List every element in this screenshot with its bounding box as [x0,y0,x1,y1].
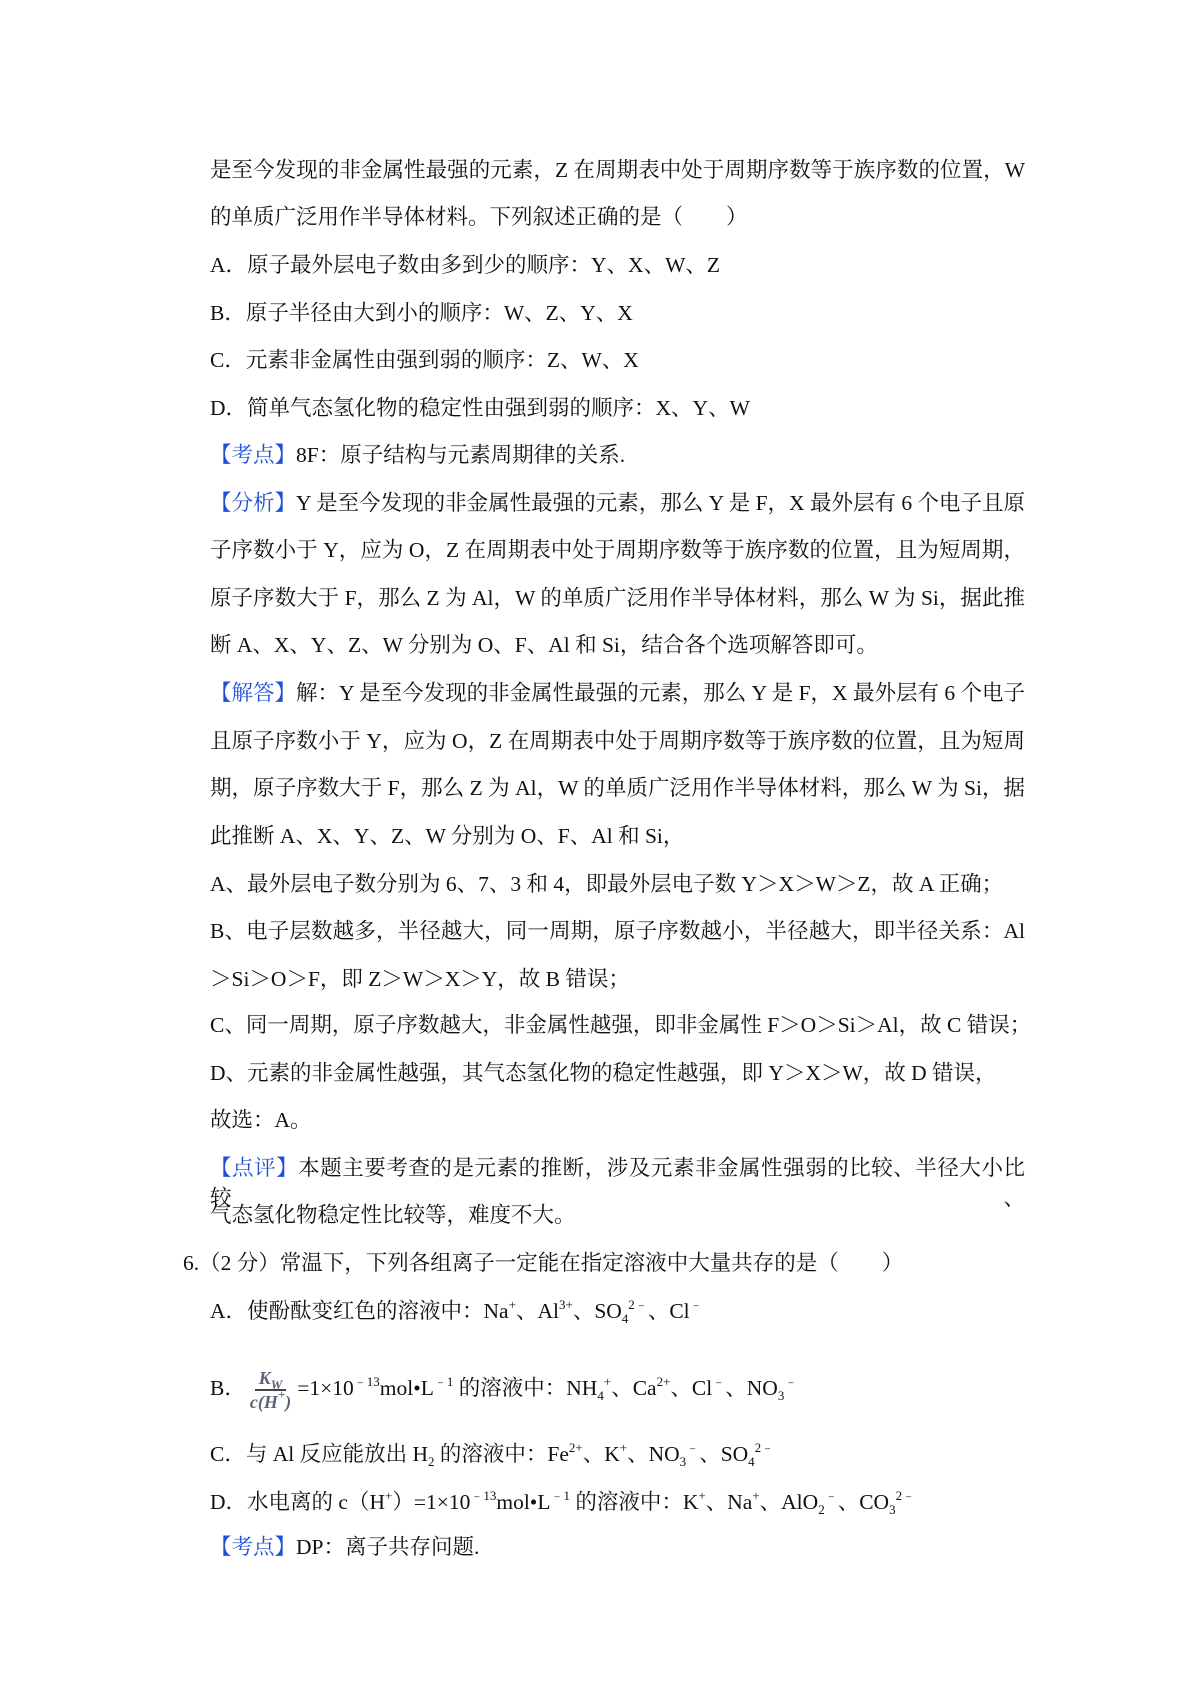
subscript: 4 [621,1311,629,1326]
text-segment: 解：Y 是至今发现的非金属性最强的元素，那么 Y 是 F，X 最外层有 6 个电子 [296,681,1025,705]
superscript: ﹣ [689,1297,703,1312]
kw-fraction: $\frac{K_W}{c(H^+)}$ [249,1368,292,1412]
text-line [210,202,1025,232]
text-segment: ）=1×10 [392,1490,471,1514]
text-segment: 6.（2 分）常温下，下列各组离子一定能在指定溶液中大量共存的是（ ） [183,1251,904,1275]
text-line [210,1439,1025,1469]
superscript: 2﹣ [628,1297,648,1312]
text-line [210,155,1025,185]
text-segment: D．水电离的 c（H [210,1490,385,1514]
text-segment: A．使酚酞变红色的溶液中：Na [210,1299,509,1323]
text-segment: 、Cl [647,1299,690,1323]
text-line [210,1487,1025,1517]
subscript: 3 [889,1502,896,1517]
superscript: 2﹣ [754,1440,775,1455]
superscript: 3+ [558,1297,573,1312]
text-segment: 、SO [699,1442,749,1466]
text-segment: mol•L [379,1375,434,1400]
section-tag: 【点评】 [210,1156,299,1180]
text-segment: 的溶液中：NH [453,1375,598,1400]
text-segment: 故选：A。 [210,1108,312,1132]
superscript: + [384,1488,393,1503]
text-line [210,726,1025,756]
text-line [210,298,1025,328]
subscript: 2 [818,1502,825,1517]
text-line [210,1153,1025,1210]
text-line [210,1010,1032,1040]
text-segment: Y 是至今发现的非金属性最强的元素，那么 Y 是 F，X 最外层有 6 个电子且原 [296,491,1025,515]
text-line [210,964,1025,994]
text-segment: 原子序数大于 F，那么 Z 为 Al，W 的单质广泛用作半导体材料，那么 W 为 Si，据此推 [210,586,1025,610]
text-segment: 8F：原子结构与元素周期律的关系. [296,443,626,467]
text-segment: 的单质广泛用作半导体材料。下列叙述正确的是（ ） [210,205,748,229]
section-tag: 【考点】 [210,443,297,467]
text-segment: 的溶液中：Fe [434,1442,569,1466]
superscript: ﹣1 [550,1488,570,1503]
text-line [210,916,1025,946]
text-line [210,1532,1025,1562]
superscript: + [698,1488,706,1503]
text-segment: 、Cl [670,1375,713,1400]
text-segment: D、元素的非金属性越强，其气态氢化物的稳定性越强，即 Y＞X＞W，故 D 错误， [210,1061,997,1085]
subscript: 3 [777,1387,785,1403]
subscript: 4 [597,1387,604,1403]
superscript: ﹣ [784,1373,798,1389]
text-segment: 子序数小于 Y，应为 O，Z 在周期表中处于周期序数等于族序数的位置，且为短周期， [210,538,1025,562]
superscript: + [603,1373,612,1389]
text-segment: 此推断 A、X、Y、Z、W 分别为 O、F、Al 和 Si， [210,824,685,848]
text-line [210,1200,1025,1230]
text-segment: 、AlO [759,1490,819,1514]
superscript: + [752,1488,760,1503]
text-segment: B、电子层数越多，半径越大，同一周期，原子序数越小，半径越大，即半径关系：Al [210,919,1025,943]
text-line [210,535,1025,565]
superscript: ﹣13 [470,1488,497,1503]
text-line [210,869,1025,899]
text-segment: 、Al [515,1299,559,1323]
text-line [210,1367,1025,1413]
subscript: 2 [428,1454,435,1469]
text-segment: 的溶液中：K [569,1490,699,1514]
section-tag: 【考点】 [210,1535,297,1559]
text-line [210,821,1025,851]
text-segment: B． [210,1375,246,1400]
text-segment: DP：离子共存问题. [296,1535,480,1559]
text-segment: =1×10 [297,1375,354,1400]
text-line [210,1296,1025,1326]
question-heading [183,1248,998,1278]
text-segment: B．原子半径由大到小的顺序：W、Z、Y、X [210,301,633,325]
text-line [210,773,1025,803]
text-segment: 、CO [837,1490,890,1514]
text-line [210,250,1025,280]
text-segment: 是至今发现的非金属性最强的元素，Z 在周期表中处于周期序数等于族序数的位置，W [210,158,1025,182]
text-segment: C、同一周期，原子序数越大，非金属性越强，即非金属性 F＞O＞Si＞Al，故 C 错误； [210,1013,1032,1037]
superscript: 2+ [656,1373,671,1389]
text-line [210,393,1025,423]
superscript: + [619,1440,628,1455]
superscript: ﹣ [824,1488,838,1503]
subscript: 3 [679,1454,687,1469]
text-line [210,345,1025,375]
superscript: 2+ [568,1440,583,1455]
text-segment: mol•L [496,1490,551,1514]
section-tag: 【解答】 [210,681,297,705]
subscript: 4 [748,1454,755,1469]
text-segment: 、Na [705,1490,753,1514]
text-line [210,678,1025,708]
text-segment: D．简单气态氢化物的稳定性由强到弱的顺序：X、Y、W [210,396,750,420]
text-line [210,630,1025,660]
superscript: ﹣ [686,1440,700,1455]
superscript: ﹣ [712,1373,726,1389]
text-segment: C．与 Al 反应能放出 H [210,1442,428,1466]
text-segment: ＞Si＞O＞F，即 Z＞W＞X＞Y，故 B 错误； [210,967,630,991]
text-segment: A、最外层电子数分别为 6、7、3 和 4，即最外层电子数 Y＞X＞W＞Z，故 A 正确； [210,872,1004,896]
text-segment: 、NO [627,1442,680,1466]
text-line [210,1105,1025,1135]
text-segment: 且原子序数小于 Y，应为 O，Z 在周期表中处于周期序数等于族序数的位置，且为短周 [210,729,1025,753]
superscript: ﹣1 [433,1373,454,1389]
text-segment: 、NO [725,1375,778,1400]
superscript: 2﹣ [895,1488,916,1503]
section-tag: 【分析】 [210,491,297,515]
text-line [210,583,1025,613]
text-segment: 期，原子序数大于 F，那么 Z 为 Al，W 的单质广泛用作半导体材料，那么 W 为 Si，据 [210,776,1025,800]
superscript: + [508,1297,516,1312]
text-segment: 、Ca [611,1375,657,1400]
text-segment: 气态氢化物稳定性比较等，难度不大。 [210,1203,576,1227]
text-line [210,440,1025,470]
superscript: ﹣13 [353,1373,380,1389]
text-line [210,488,1025,518]
text-segment: 断 A、X、Y、Z、W 分别为 O、F、Al 和 Si，结合各个选项解答即可。 [210,633,878,657]
text-segment: 、K [582,1442,620,1466]
text-segment: A．原子最外层电子数由多到少的顺序：Y、X、W、Z [210,253,721,277]
text-line [210,1058,1025,1088]
text-segment: 本题主要考查的是元素的推断，涉及元素非金属性强弱的比较、半径大小比较、 [210,1156,1025,1210]
text-segment: C．元素非金属性由强到弱的顺序：Z、W、X [210,348,639,372]
text-segment: 、SO [572,1299,622,1323]
